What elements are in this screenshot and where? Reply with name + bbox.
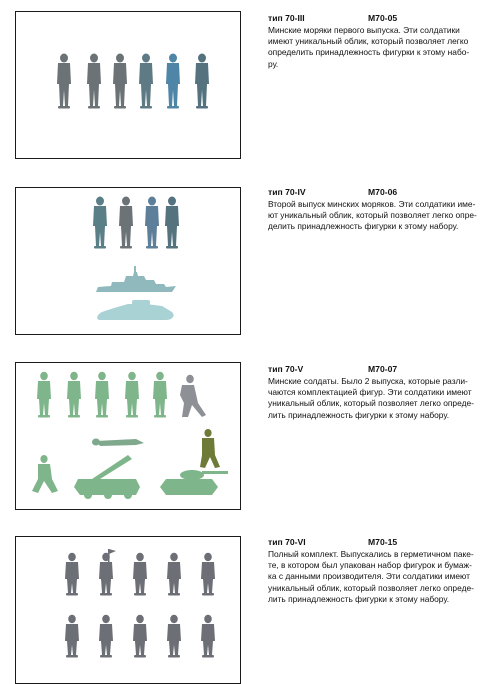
soldier-figure-10 bbox=[201, 615, 215, 658]
figures-illustration bbox=[16, 537, 240, 683]
soldier-figure-6 bbox=[65, 615, 79, 658]
entry-info bbox=[268, 13, 484, 70]
sailor-figure-3 bbox=[145, 197, 159, 249]
set-type: тип 70-III bbox=[268, 13, 305, 23]
entry-info bbox=[268, 187, 484, 233]
soldier-figure-3 bbox=[133, 553, 147, 596]
set-code: M70-06 bbox=[368, 187, 398, 197]
soldier-figure-4 bbox=[125, 372, 139, 418]
figures-illustration bbox=[16, 188, 240, 334]
sailor-figure-1 bbox=[57, 54, 71, 109]
set-code: M70-07 bbox=[368, 364, 398, 374]
photo-minsk-soldiers bbox=[15, 362, 241, 510]
entry-header bbox=[268, 537, 484, 549]
entry-info bbox=[268, 537, 484, 605]
ship-hovercraft bbox=[97, 300, 173, 320]
photo-full-set bbox=[15, 536, 241, 684]
prone-figure bbox=[92, 439, 144, 447]
crawling-soldier bbox=[32, 455, 58, 493]
tank-model bbox=[160, 470, 228, 495]
flag bbox=[109, 549, 116, 554]
entry-header bbox=[268, 364, 484, 376]
set-code: M70-15 bbox=[368, 537, 398, 547]
set-type: тип 70-VI bbox=[268, 537, 306, 547]
entry-header bbox=[268, 13, 484, 25]
soldier-figure-3 bbox=[95, 372, 109, 418]
soldier-figure-2 bbox=[99, 553, 113, 596]
sailor-figure-6 bbox=[195, 54, 209, 109]
photo-sailors-first-issue bbox=[15, 11, 241, 159]
sailor-figure-1 bbox=[93, 197, 107, 249]
soldier-figure-marching bbox=[200, 429, 220, 468]
set-type: тип 70-V bbox=[268, 364, 304, 374]
sailor-figure-2 bbox=[87, 54, 101, 109]
sailor-figure-4 bbox=[139, 54, 153, 109]
rocket-launcher-vehicle bbox=[74, 455, 140, 499]
set-description: Полный комплект. Выпускались в герметичном паке- те, в котором был упакован набор фигурок и бумаж- ка с данными производителя. Эти солдатики имеют уникальный облик, который позволяет легко опреде- лить принадлежность фигурки к этому набору. bbox=[268, 549, 474, 604]
set-description: Минские моряки первого выпуска. Эти солдатики имеют уникальный облик, который позволяет легко определить принадлежность фигурки к этому набо- ру. bbox=[268, 25, 470, 69]
soldier-figure-8 bbox=[133, 615, 147, 658]
soldier-figure-running bbox=[180, 375, 206, 417]
sailor-figure-5 bbox=[166, 54, 180, 109]
soldier-figure-9 bbox=[167, 615, 181, 658]
ship-warship bbox=[96, 266, 176, 292]
soldier-figure-1 bbox=[65, 553, 79, 596]
set-code: M70-05 bbox=[368, 13, 398, 23]
figures-illustration bbox=[16, 12, 240, 158]
set-type: тип 70-IV bbox=[268, 187, 306, 197]
figures-illustration bbox=[16, 363, 240, 509]
photo-sailors-second-issue bbox=[15, 187, 241, 335]
set-description: Минские солдаты. Было 2 выпуска, которые разли- чаются комплектацией фигур. Эти солдатики имеют уникальный облик, который позволяет легко опреде- лить принадлежность фигурки к этому набору. bbox=[268, 376, 474, 420]
soldier-figure-2 bbox=[67, 372, 81, 418]
entry-header bbox=[268, 187, 484, 199]
sailor-figure-2 bbox=[119, 197, 133, 249]
sailor-figure-4 bbox=[165, 197, 179, 249]
set-description: Второй выпуск минских моряков. Эти солдатики име- ют уникальный облик, который позволяет легко опре- делить принадлежность фигурки к этому набору. bbox=[268, 199, 477, 232]
soldier-figure-4 bbox=[167, 553, 181, 596]
soldier-figure-7 bbox=[99, 615, 113, 658]
soldier-figure-1 bbox=[37, 372, 51, 418]
soldier-figure-5 bbox=[201, 553, 215, 596]
soldier-figure-5 bbox=[153, 372, 167, 418]
sailor-figure-3 bbox=[113, 54, 127, 109]
entry-info bbox=[268, 364, 484, 421]
